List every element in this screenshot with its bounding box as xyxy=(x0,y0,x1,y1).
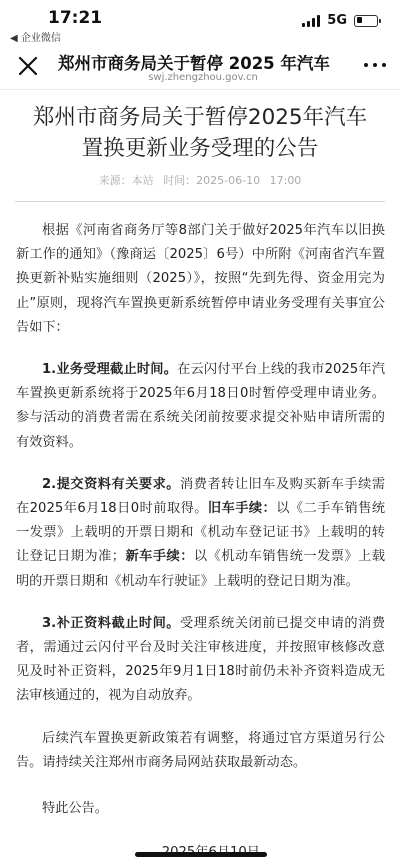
meta-divider xyxy=(15,201,385,202)
item-2-paragraph xyxy=(16,473,385,594)
home-indicator[interactable] xyxy=(135,852,267,857)
status-time: 17:21 xyxy=(48,8,103,28)
battery-icon xyxy=(354,15,378,27)
item-2-lead: 2.提交资料有关要求。 xyxy=(42,476,181,492)
article-meta xyxy=(0,172,400,188)
article-time: 时间：2025-06-10 17:00 xyxy=(163,174,302,187)
item-2-new-car-label: 新车手续： xyxy=(124,549,194,565)
article-source: 来源：本站 xyxy=(98,174,154,187)
more-options-icon[interactable] xyxy=(364,58,386,72)
item-2-text-a: 消费者转让旧车及购买新车手续需在2025年6月18日0时前取得。 xyxy=(16,476,386,517)
article xyxy=(0,90,400,865)
signoff: 特此公告。 xyxy=(42,801,108,817)
item-3-lead: 3.补正资料截止时间。 xyxy=(42,615,181,631)
item-3-paragraph xyxy=(16,612,385,709)
nav-url: swj.zhengzhou.gov.cn xyxy=(148,72,258,83)
article-title: 郑州市商务局关于暂停2025年汽车置换更新业务受理的公告 xyxy=(32,105,368,161)
item-1-lead: 1.业务受理截止时间。 xyxy=(42,362,178,378)
network-type: 5G xyxy=(327,13,347,28)
item-2-text-b: 以《二手车销售统一发票》上载明的开票日期和《机动车登记证书》上载明的转让登记日期为准； xyxy=(16,501,386,565)
signal-icon xyxy=(302,15,320,27)
back-to-app-link[interactable]: ◀ 企业微信 xyxy=(10,33,61,44)
close-icon[interactable] xyxy=(14,52,42,80)
item-2-text-c: 以《机动车销售统一发票》上载明的开票日期和《机动车行驶证》上载明的登记日期为准。 xyxy=(16,549,386,589)
status-bar xyxy=(0,0,400,44)
item-2-old-car-label: 旧车手续： xyxy=(207,501,277,517)
closing-paragraph: 后续汽车置换更新政策若有调整，将通过官方渠道另行公告。请持续关注郑州市商务局网站获取最新动态。 xyxy=(16,730,385,770)
intro-paragraph: 根据《河南省商务厅等8部门关于做好2025年汽车以旧换新工作的通知》（豫商运〔2025〕6号）中所附《河南省汽车置换更新补贴实施细则（2025）》，按照“先到先得、资金用完为止”原则，现将汽车置换更新系统暂停申请业务受理有关事宜公告如下： xyxy=(16,223,385,335)
nav-bar xyxy=(0,44,400,90)
nav-title: 郑州市商务局关于暂停 2025 年汽车 xyxy=(58,54,330,73)
article-body xyxy=(0,219,400,865)
item-3-text: 受理系统关闭前已提交申请的消费者，需通过云闪付平台及时关注审核进度，并按照审核修改意见及时补正资料，2025年9月1日18时前仍未补齐资料造成无法审核通过的，视为自动放弃。 xyxy=(16,615,386,704)
status-indicators xyxy=(302,13,378,28)
item-1-paragraph xyxy=(16,358,385,455)
item-1-text: 在云闪付平台上线的我市2025年汽车置换更新系统将于2025年6月18日0时暂停受理申请业务。参与活动的消费者需在系统关闭前按要求提交补贴申请所需的有效资料。 xyxy=(16,362,386,450)
